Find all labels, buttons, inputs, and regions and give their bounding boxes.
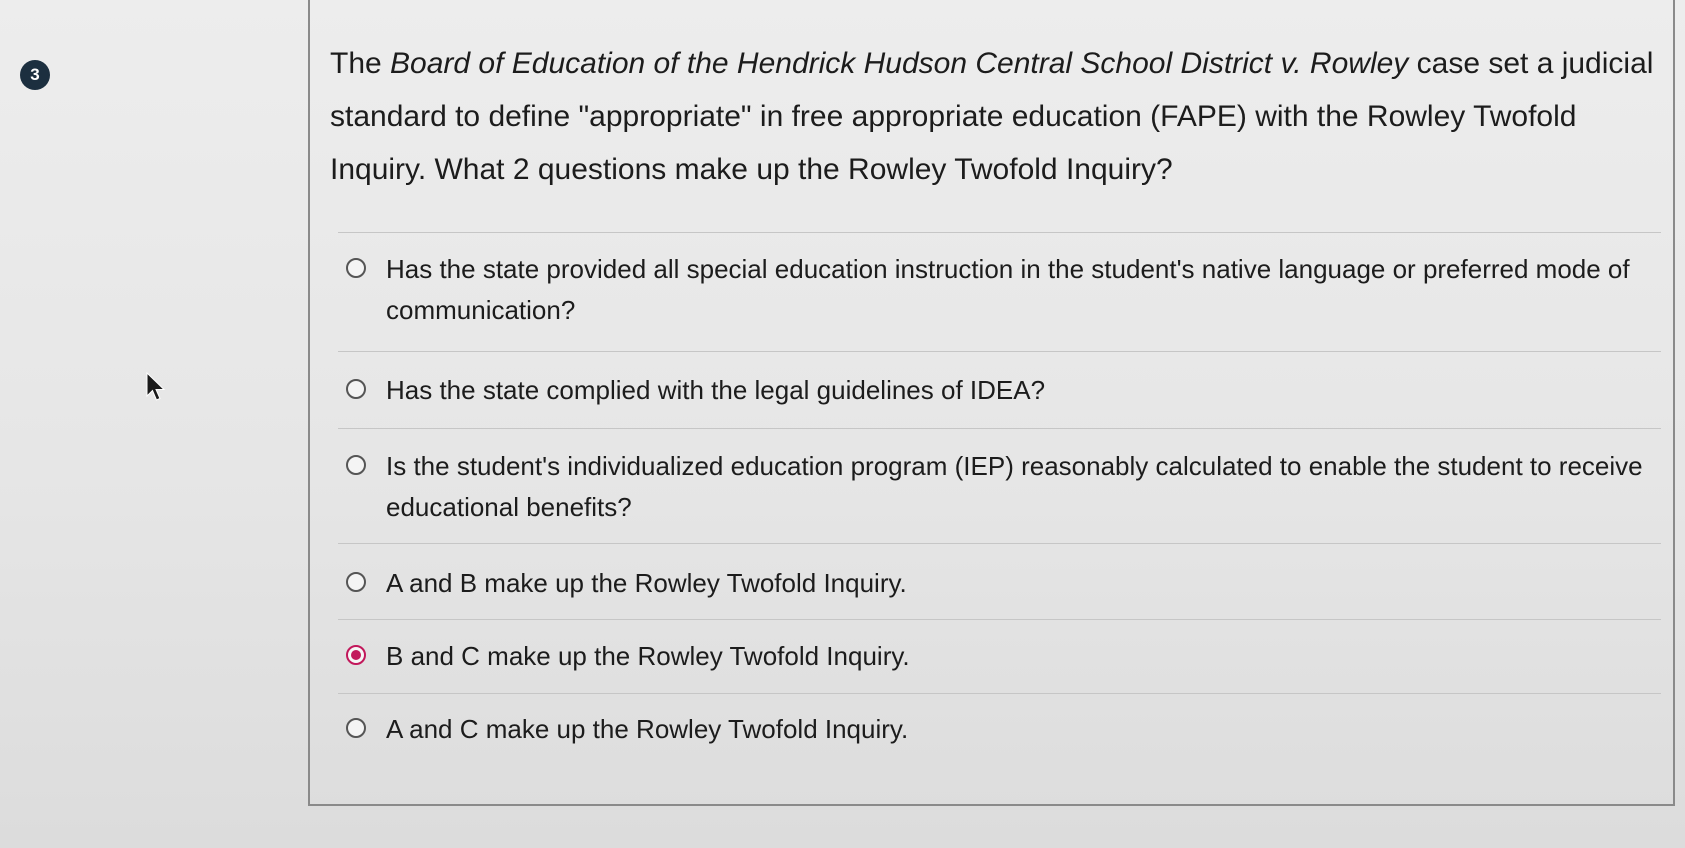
question-text: The Board of Education of the Hendrick Hudson Central School District v. Rowley case set a judicial standard to define "appropriate" in free appropriate education (FAPE) with the Rowley Twofold Inquiry. What 2 questions make up the Rowley Twofold Inquiry? (330, 47, 1654, 186)
option-c[interactable] (346, 446, 1646, 528)
option-a[interactable] (346, 249, 1646, 331)
option-e[interactable] (346, 636, 1646, 677)
question-number-badge: 3 (20, 60, 50, 90)
option-b[interactable] (346, 370, 1646, 411)
option-f[interactable] (346, 709, 1646, 750)
divider (338, 232, 1661, 233)
option-a-label: Has the state provided all special education instruction in the student's native language or preferred mode of communication? (386, 254, 1630, 325)
radio-option-c[interactable] (346, 455, 366, 475)
radio-option-e-selected[interactable] (346, 645, 366, 665)
option-d-label: A and B make up the Rowley Twofold Inquiry. (386, 568, 907, 598)
case-name: Board of Education of the Hendrick Hudson Central School District v. Rowley (390, 47, 1409, 80)
option-f-label: A and C make up the Rowley Twofold Inquiry. (386, 714, 909, 744)
option-c-label: Is the student's individualized education program (IEP) reasonably calculated to enable the student to receive educational benefits? (386, 451, 1643, 522)
divider (338, 543, 1661, 544)
divider (338, 351, 1661, 352)
option-b-label: Has the state complied with the legal guidelines of IDEA? (386, 375, 1046, 405)
radio-option-d[interactable] (346, 572, 366, 592)
mouse-pointer-icon (145, 372, 167, 402)
radio-option-a[interactable] (346, 258, 366, 278)
radio-option-b[interactable] (346, 379, 366, 399)
radio-option-f[interactable] (346, 718, 366, 738)
question-panel (308, 0, 1675, 806)
option-e-label: B and C make up the Rowley Twofold Inquiry. (386, 641, 910, 671)
divider (338, 619, 1661, 620)
divider (338, 428, 1661, 429)
divider (338, 693, 1661, 694)
option-d[interactable] (346, 563, 1646, 604)
